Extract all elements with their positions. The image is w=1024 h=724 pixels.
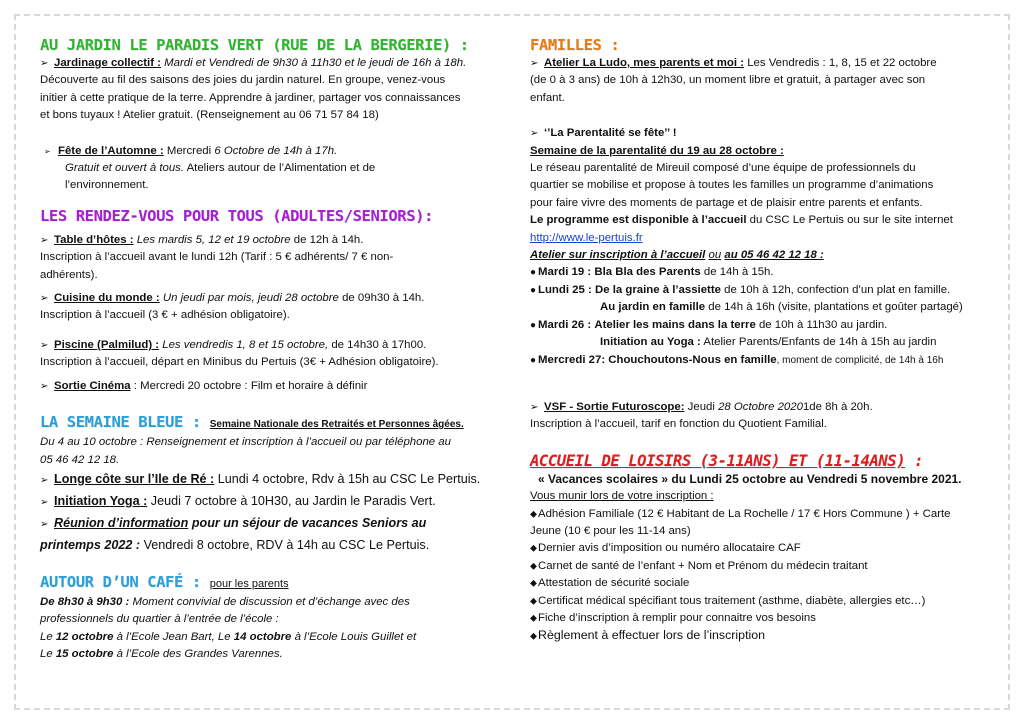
- bullet-icon: ●: [530, 284, 537, 296]
- arrow-icon: ➢: [40, 58, 49, 69]
- jardinage-schedule: Mardi et Vendredi de 9h30 à 11h30 et le jeudi de 16h à 18h.: [164, 57, 467, 69]
- jardinage-item: [40, 55, 498, 72]
- cafe-l4c: à l’Ecole des Grandes Varennes.: [116, 648, 283, 661]
- bleue-title-text: LA SEMAINE BLEUE :: [40, 413, 201, 432]
- event-title: Atelier les mains dans la terre: [594, 318, 756, 331]
- cafe-time: De 8h30 à 9h30 :: [40, 595, 130, 608]
- event-text: de 10h à 11h30 au jardin.: [758, 318, 888, 331]
- event-text: , moment de complicité, de 14h à 16h: [776, 354, 944, 366]
- piscine-label: Piscine (Palmilud) :: [54, 338, 160, 351]
- loisirs-title-text: ACCUEIL DE LOISIRS (3-11ANS) ET (11-14ANS): [530, 451, 906, 470]
- list-item-text: Attestation de sécurité sociale: [538, 577, 690, 590]
- automne-ateliers: Ateliers autour de l’Alimentation et de: [186, 162, 376, 175]
- ile-item: [40, 469, 498, 491]
- hotes-line2: Inscription à l’accueil avant le lundi 12h (Tarif : 5 € adhérents/ 7 € non-: [40, 251, 394, 264]
- prog-text: du CSC Le Pertuis ou sur le site internet: [749, 214, 953, 227]
- automne-item: [40, 143, 498, 160]
- bullet-icon: ⬥: [530, 560, 537, 572]
- list-item-text: Règlement à effectuer lors de l’inscription: [538, 628, 766, 643]
- list-item: [530, 593, 992, 610]
- reunion-label: Réunion d’information: [54, 515, 189, 530]
- parentalite-label: ‘’La Parentalité se fête’’ !: [544, 127, 677, 140]
- section-title-rdv: LES RENDEZ-VOUS POUR TOUS (ADULTES/SENIORS):: [40, 206, 433, 225]
- cuisine-item: [40, 290, 498, 307]
- cafe-l4b: 15 octobre: [55, 648, 114, 661]
- atelier-a: Atelier sur inscription à l’accueil: [530, 249, 706, 262]
- automne-gratuit: Gratuit et ouvert à tous.: [65, 162, 185, 175]
- list-item: [530, 575, 992, 592]
- event-text: Atelier Parents/Enfants de 14h à 15h au jardin: [703, 336, 937, 349]
- ludo-line3: enfant.: [530, 91, 565, 104]
- cinema-item: [40, 378, 498, 395]
- bullet-icon: ⬥: [530, 543, 537, 555]
- cafe-line4: [40, 646, 498, 663]
- prog-bold: Le programme est disponible à l’accueil: [530, 214, 747, 227]
- ludo-item: [530, 55, 992, 72]
- jardinage-line4: et bons tuyaux ! Atelier gratuit. (Renseignement au 06 71 57 84 18): [40, 109, 379, 122]
- reunion-printemps: printemps 2022 :: [40, 537, 141, 552]
- automne-line2: [40, 160, 498, 177]
- cinema-text: : Mercredi 20 octobre : Film et horaire à définir: [133, 379, 368, 392]
- arrow-icon: ➢: [40, 474, 49, 486]
- bleue-subtitle: Semaine Nationale des Retraités et Personnes âgées.: [209, 419, 464, 431]
- cafe-l3d: 14 octobre: [233, 630, 292, 643]
- list-item: [530, 610, 992, 627]
- vsf-date: 28 Octobre 2020: [718, 400, 803, 413]
- event-title: De la graine à l’assiette: [594, 283, 721, 296]
- event-item: [530, 352, 992, 369]
- vsf-item: [530, 399, 992, 416]
- cafe-note: pour les parents: [209, 577, 289, 590]
- section-title-familles: FAMILLES :: [530, 36, 620, 54]
- event-day: Lundi 25 :: [538, 283, 592, 296]
- reunion-item: [40, 513, 498, 535]
- event-day: Mercredi 27:: [538, 353, 606, 366]
- section-title-cafe: [40, 573, 498, 594]
- bleue-line1: Du 4 au 10 octobre : Renseignement et inscription à l’accueil ou par téléphone au: [40, 436, 451, 449]
- list-item-text: Adhésion Familiale (12 € Habitant de La Rochelle / 17 € Hors Commune ) + Carte: [538, 507, 951, 520]
- hotes-dates: Les mardis 5, 12 et 19 octobre: [136, 233, 291, 246]
- list-item: [530, 523, 992, 540]
- parentalite-atelier: [530, 247, 992, 264]
- cafe-line2: professionnels du quartier à l’entrée de l’école :: [40, 613, 279, 626]
- list-item: [530, 558, 992, 575]
- piscine-time: de 14h30 à 17h00.: [331, 338, 427, 351]
- hotes-time: de 12h à 14h.: [293, 233, 364, 246]
- list-item-text: Certificat médical spécifiant tous traitement (asthme, diabète, allergies etc…): [538, 594, 926, 607]
- list-item: [530, 506, 992, 523]
- event-item: [530, 317, 992, 334]
- event-title: Bla Bla des Parents: [594, 266, 701, 279]
- list-item-text: Jeune (10 € pour les 11-14 ans): [530, 524, 691, 537]
- piscine-line2: Inscription à l’accueil, départ en Minibus du Pertuis (3€ + Adhésion obligatoire).: [40, 356, 439, 369]
- list-item-text: Dernier avis d’imposition ou numéro allocataire CAF: [538, 542, 801, 555]
- reunion-rdv: Vendredi 8 octobre, RDV à 14h au CSC Le Pertuis.: [143, 537, 430, 552]
- arrow-icon: ➢: [40, 496, 49, 508]
- event-text: de 10h à 12h, confection d’un plat en famille.: [724, 283, 951, 296]
- bullet-icon: ⬥: [530, 612, 537, 624]
- event-title: Initiation au Yoga :: [600, 336, 701, 349]
- bullet-icon: ●: [530, 319, 537, 331]
- bullet-icon: ⬥: [530, 595, 537, 607]
- jardinage-line3: initier à cette pratique de la terre. Apprendre à jardiner, partager vos connaissances: [40, 91, 461, 104]
- vsf-line2: Inscription à l’accueil, tarif en fonction du Quotient Familial.: [530, 418, 827, 431]
- arrow-icon: ➢: [530, 58, 539, 69]
- cafe-l4a: Le: [40, 648, 53, 661]
- parentalite-prog: [530, 212, 992, 229]
- cuisine-dates: Un jeudi par mois, jeudi 28 octobre: [162, 292, 339, 305]
- section-title-bleue: [40, 413, 498, 434]
- website-link[interactable]: http://www.le-pertuis.fr: [530, 231, 643, 244]
- hotes-label: Table d’hôtes :: [54, 233, 134, 246]
- automne-date: 6 Octobre de 14h à 17h.: [214, 144, 338, 157]
- arrow-icon: ➢: [40, 518, 49, 530]
- bullet-icon: ⬥: [530, 578, 537, 590]
- atelier-c: au 05 46 42 12 18 :: [724, 249, 824, 262]
- cuisine-label: Cuisine du monde :: [54, 292, 160, 305]
- cuisine-time: de 09h30 à 14h.: [342, 292, 425, 305]
- parentalite-semaine: Semaine de la parentalité du 19 au 28 octobre :: [530, 144, 784, 157]
- ile-label: Longe côte sur l’Ile de Ré :: [54, 471, 215, 486]
- section-title-loisirs: [530, 452, 992, 471]
- ludo-label: Atelier La Ludo, mes parents et moi :: [544, 57, 745, 69]
- vsf-text2: 1de 8h à 20h.: [802, 400, 873, 413]
- section-title-jardin: AU JARDIN LE PARADIS VERT (RUE DE LA BERGERIE) :: [40, 36, 469, 54]
- arrow-icon: ➢: [40, 293, 49, 305]
- atelier-b: ou: [708, 249, 722, 262]
- cafe-l3e: à l’Ecole Louis Guillet et: [294, 630, 417, 643]
- event-text: de 14h à 16h (visite, plantations et goûter partagé): [708, 301, 963, 314]
- automne-text: Mercredi: [166, 144, 212, 157]
- cafe-l3b: 12 octobre: [55, 630, 114, 643]
- loisirs-vacances: « Vacances scolaires » du Lundi 25 octobre au Vendredi 5 novembre 2021.: [538, 471, 962, 486]
- cafe-l3a: Le: [40, 630, 53, 643]
- parentalite-line1: Le réseau parentalité de Mireuil composé d’une équipe de professionnels du: [530, 162, 916, 175]
- list-item: [530, 627, 992, 645]
- ile-text: Lundi 4 octobre, Rdv à 15h au CSC Le Pertuis.: [217, 471, 481, 486]
- event-text: de 14h à 15h.: [703, 266, 774, 279]
- ludo-line2: (de 0 à 3 ans) de 10h à 12h30, un moment libre et gratuit, à partager avec son: [530, 74, 926, 87]
- bullet-icon: ⬥: [530, 631, 537, 643]
- bleue-line2: 05 46 42 12 18.: [40, 453, 120, 466]
- cafe-line1: [40, 594, 498, 611]
- bullet-icon: ●: [530, 354, 537, 366]
- yoga-item: [40, 491, 498, 513]
- piscine-dates: Les vendredis 1, 8 et 15 octobre,: [162, 338, 329, 351]
- arrow-icon: ➢: [530, 401, 539, 413]
- automne-label: Fête de l’Automne :: [58, 144, 164, 157]
- jardinage-label: Jardinage collectif :: [54, 57, 161, 69]
- hotes-item: [40, 232, 498, 249]
- event-day: Mardi 26 :: [538, 318, 592, 331]
- arrow-icon: ➢: [40, 380, 49, 392]
- ludo-text: Les Vendredis : 1, 8, 15 et 22 octobre: [747, 57, 937, 69]
- yoga-text: Jeudi 7 octobre à 10H30, au Jardin le Paradis Vert.: [150, 493, 436, 508]
- piscine-item: [40, 337, 498, 354]
- cinema-label: Sortie Cinéma: [54, 379, 131, 392]
- event-item: [530, 334, 992, 351]
- parentalite-line3: pour faire vivre des moments de partage et de plaisir entre parents et enfants.: [530, 196, 923, 209]
- event-item: [530, 299, 992, 316]
- vsf-label: VSF - Sortie Futuroscope:: [544, 400, 685, 413]
- vsf-text: Jeudi: [687, 400, 715, 413]
- left-column: [40, 36, 498, 664]
- arrow-icon: ➢: [40, 339, 49, 351]
- loisirs-munir: Vous munir lors de votre inscription :: [530, 490, 714, 503]
- event-title: Chouchoutons-Nous en famille: [608, 353, 777, 366]
- automne-line3: l’environnement.: [65, 179, 149, 192]
- hotes-line3: adhérents).: [40, 268, 98, 281]
- arrow-icon: ➢: [40, 234, 49, 246]
- loisirs-title-colon: :: [914, 451, 924, 470]
- cafe-line3: [40, 629, 498, 646]
- parentalite-item: [530, 125, 992, 142]
- cafe-title-text: AUTOUR D’UN CAFÉ :: [40, 572, 201, 591]
- event-title: Au jardin en famille: [600, 301, 706, 314]
- jardinage-line2: Découverte au fil des saisons des joies du jardin naturel. En groupe, venez-vous: [40, 74, 446, 87]
- list-item-text: Fiche d’inscription à remplir pour connaitre vos besoins: [538, 611, 816, 624]
- cafe-line1-text: Moment convivial de discussion et d’échange avec des: [132, 595, 410, 608]
- yoga-label: Initiation Yoga :: [54, 493, 148, 508]
- event-day: Mardi 19 :: [538, 266, 592, 279]
- list-item: [530, 540, 992, 557]
- event-item: [530, 264, 992, 281]
- event-item: [530, 282, 992, 299]
- parentalite-url-line: [530, 230, 992, 247]
- bullet-icon: ●: [530, 267, 537, 279]
- arrow-icon: ➢: [530, 128, 539, 140]
- list-item-text: Carnet de santé de l’enfant + Nom et Prénom du médecin traitant: [538, 559, 868, 572]
- arrow-icon: ➢: [44, 146, 51, 156]
- cuisine-line2: Inscription à l’accueil (3 € + adhésion obligatoire).: [40, 309, 290, 322]
- right-column: [530, 36, 992, 646]
- parentalite-line2: quartier se mobilise et propose à toutes les familles un programme d’animations: [530, 179, 934, 192]
- reunion-line2: [40, 535, 498, 555]
- cafe-l3c: à l’Ecole Jean Bart, Le: [116, 630, 231, 643]
- reunion-label2: pour un séjour de vacances Seniors au: [191, 515, 427, 530]
- bullet-icon: ⬥: [530, 508, 537, 520]
